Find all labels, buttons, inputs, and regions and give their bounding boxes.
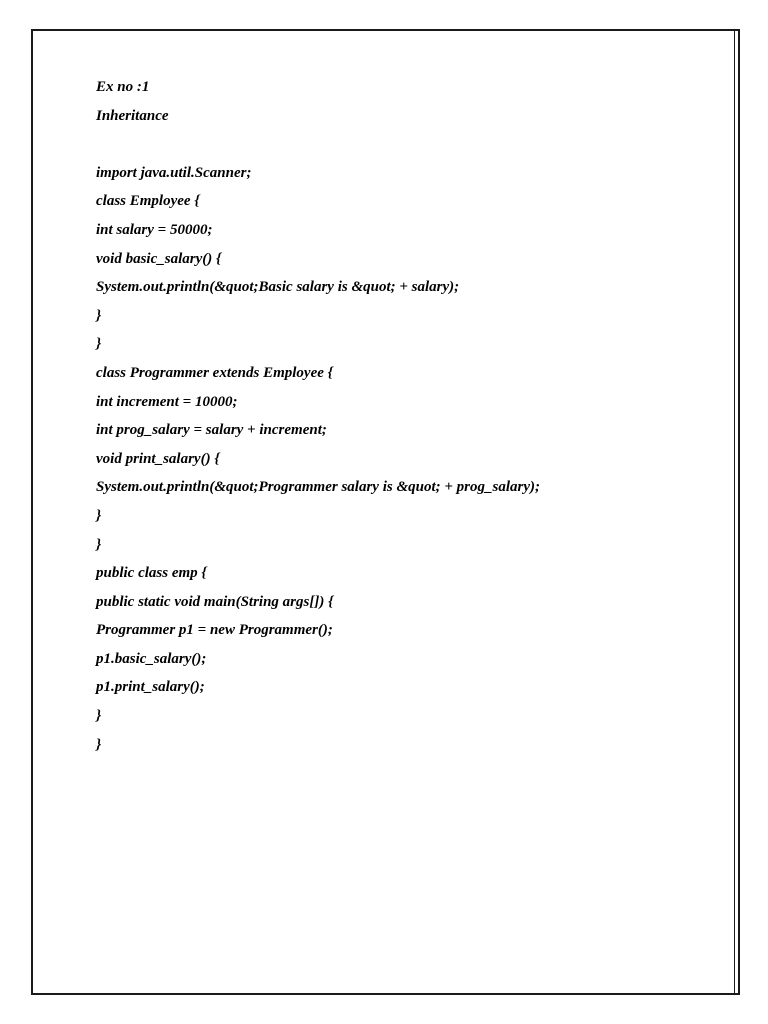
code-line: } xyxy=(96,708,102,725)
code-line: int salary = 50000; xyxy=(96,221,213,238)
code-line: class Employee { xyxy=(96,193,200,210)
code-line: class Programmer extends Employee { xyxy=(96,364,333,381)
topic-heading: Inheritance xyxy=(96,107,169,124)
code-line: } xyxy=(96,736,102,753)
code-line: } xyxy=(96,307,102,324)
code-line: Programmer p1 = new Programmer(); xyxy=(96,622,333,639)
code-line: } xyxy=(96,536,102,553)
code-line: void print_salary() { xyxy=(96,450,220,467)
document-content xyxy=(96,76,716,762)
code-listing xyxy=(96,162,716,762)
code-line: import java.util.Scanner; xyxy=(96,164,252,181)
code-line: public static void main(String args[]) { xyxy=(96,593,334,610)
code-line: } xyxy=(96,507,102,524)
code-line: p1.basic_salary(); xyxy=(96,650,207,667)
code-line: public class emp { xyxy=(96,565,207,582)
page-border-inner-line xyxy=(734,31,737,993)
code-line: System.out.println(&quot;Programmer salary is &quot; + prog_salary); xyxy=(96,479,541,496)
code-line: int prog_salary = salary + increment; xyxy=(96,422,327,439)
exercise-label: Ex no :1 xyxy=(96,79,150,95)
blank-line xyxy=(96,133,716,162)
code-line: p1.print_salary(); xyxy=(96,679,205,696)
code-line: int increment = 10000; xyxy=(96,393,238,410)
code-line: System.out.println(&quot;Basic salary is &quot; + salary); xyxy=(96,279,460,296)
code-line: void basic_salary() { xyxy=(96,250,222,267)
code-line: } xyxy=(96,336,102,353)
